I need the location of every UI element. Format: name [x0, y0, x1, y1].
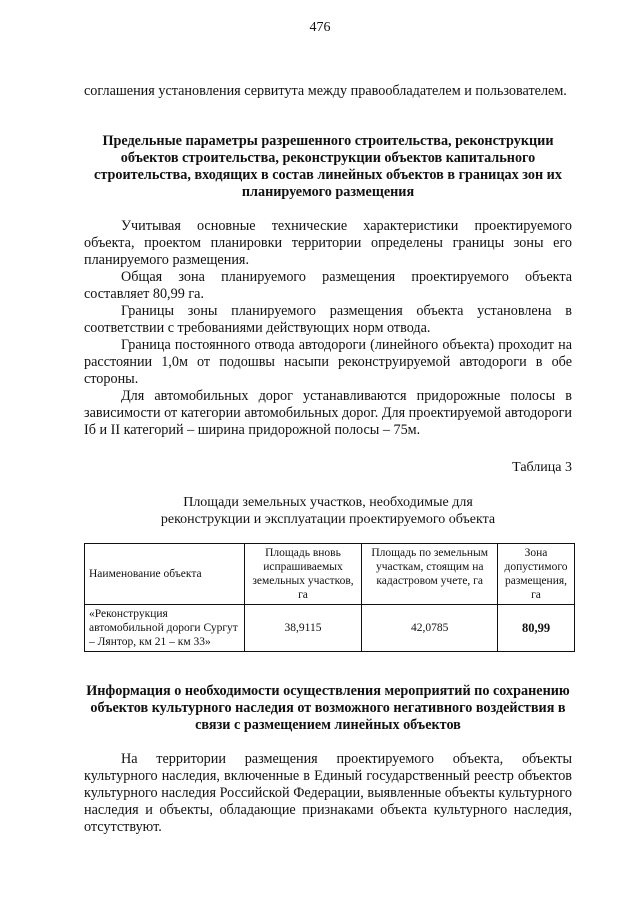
table-header-row — [85, 544, 575, 605]
column-header-name: Наименование объекта — [85, 544, 245, 605]
cell-cadastral-area: 42,0785 — [362, 605, 498, 652]
paragraph: Границы зоны планируемого размещения объекта установлена в соответствии с требованиями действующих норм отвода. — [84, 303, 572, 336]
column-header-cadastral-area: Площадь по земельным участкам, стоящим на кадастровом учете, га — [362, 544, 498, 605]
section-heading-building-parameters: Предельные параметры разрешенного строительства, реконструкции объектов строительства, реконструкции объектов капитального строительства, входящих в состав линейных объектов в границах зон их планируемого размещения — [94, 133, 562, 200]
table-caption — [84, 494, 572, 528]
intro-block — [84, 83, 572, 100]
section-body-cultural-heritage — [84, 751, 572, 836]
table-caption-line: реконструкции и эксплуатации проектируемого объекта — [160, 512, 496, 527]
table-label: Таблица 3 — [512, 460, 572, 475]
paragraph: Учитывая основные технические характеристики проектируемого объекта, проектом планировки территории определены границы зоны его планируемого размещения. — [84, 218, 572, 268]
table-caption-line: Площади земельных участков, необходимые для — [183, 495, 473, 510]
cell-new-area: 38,9115 — [244, 605, 362, 652]
page-number: 476 — [309, 20, 331, 35]
paragraph: На территории размещения проектируемого объекта, объекты культурного наследия, включенные в Единый государственный реестр объектов культурного наследия Российской Федерации, выявленные объекты культурного наследия и объекты, обладающие признаками объекта культурного наследия, отсутствуют. — [84, 751, 572, 835]
paragraph: Граница постоянного отвода автодороги (линейного объекта) проходит на расстоянии 1,0м от подошвы насыпи реконструируемой автодороги в обе стороны. — [84, 337, 572, 387]
paragraph: Общая зона планируемого размещения проектируемого объекта составляет 80,99 га. — [84, 269, 572, 302]
land-area-table — [84, 543, 575, 652]
column-header-zone-area: Зона допустимого размещения, га — [498, 544, 575, 605]
cell-zone-area: 80,99 — [498, 605, 575, 652]
section-body-building-parameters — [84, 218, 572, 439]
intro-paragraph: соглашения установления сервитута между правообладателем и пользователем. — [84, 83, 567, 99]
section-heading-cultural-heritage: Информация о необходимости осуществления мероприятий по сохранению объектов культурного наследия от возможного негативного воздействия в связи с размещением линейных объектов — [86, 683, 570, 733]
cell-object-name: «Реконструкция автомобильной дороги Сургут – Лянтор, км 21 – км 33» — [85, 605, 245, 652]
paragraph: Для автомобильных дорог устанавливаются придорожные полосы в зависимости от категории автомобильных дорог. Для проектируемой автодороги Iб и II категорий – ширина придорожной полосы – 75м. — [84, 388, 572, 438]
column-header-new-area: Площадь вновь испрашиваемых земельных участков, га — [244, 544, 362, 605]
table-row — [85, 605, 575, 652]
